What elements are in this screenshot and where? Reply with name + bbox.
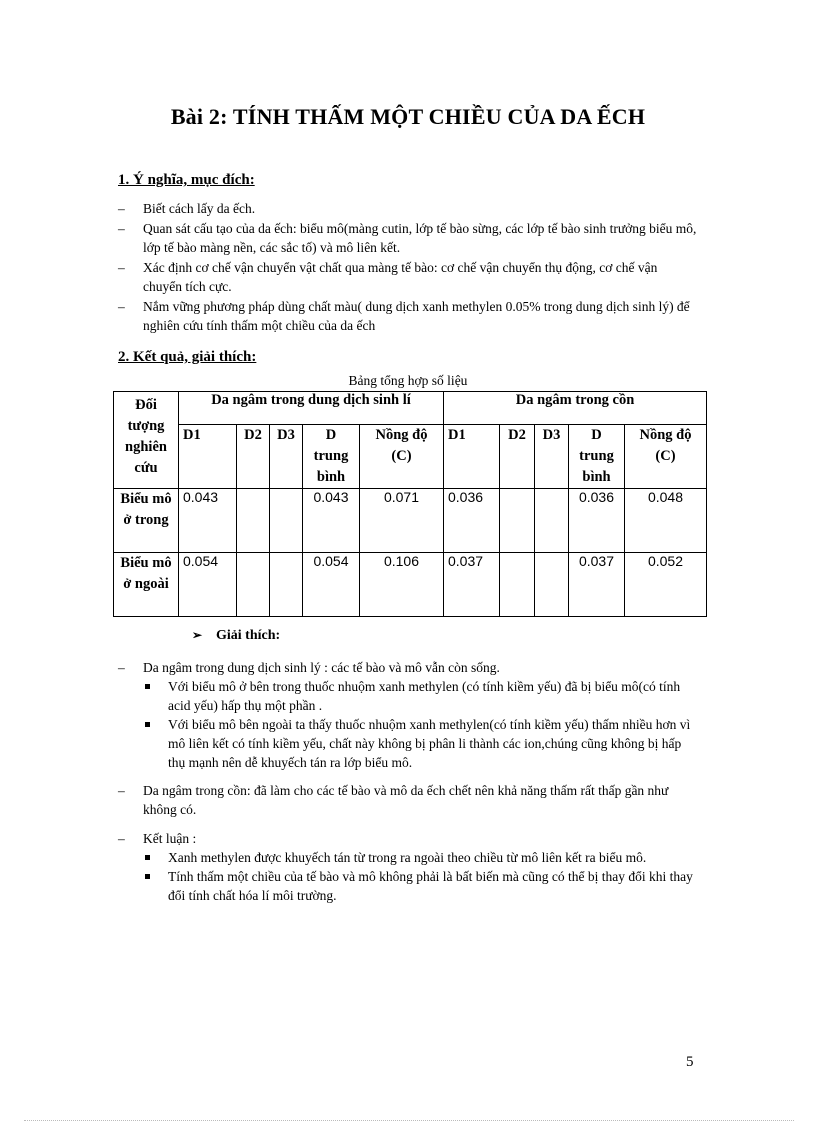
- col-header-concentration: Nồng độ (C): [625, 425, 707, 489]
- list-item: – Da ngâm trong dung dịch sinh lý : các tế bào và mô vẫn còn sống. Với biểu mô ở bên trong thuốc nhuộm xanh methylen (có tính kiềm yếu) đã bị biểu mô(có tính acid yếu) hấp thụ một phần . Với biểu mô bên ngoài ta thấy thuốc nhuộm xanh methylen(có tính kiềm yếu) thấm nhiều hơn vì mô liên kết có tính kiềm yếu, chất này không bị phân li thành các ion,chúng cũng không bị hấp thụ mạnh nên dễ khuyếch tán ra lớp biểu mô.: [118, 658, 698, 772]
- col-header-d-avg: D trung bình: [303, 425, 360, 489]
- sub-list: [143, 677, 698, 772]
- group-header-saline: Da ngâm trong dung dịch sinh lí: [179, 392, 444, 425]
- list-item: – Quan sát cấu tạo của da ếch: biểu mô(màng cutin, lớp tế bào sừng, các lớp tế bào sinh trưởng biểu mô, lớp tế bào màng nền, các sắc tố) và mô liên kết.: [118, 221, 697, 255]
- table-cell: [270, 553, 303, 617]
- list-item: – Xác định cơ chế vận chuyển vật chất qua màng tế bào: cơ chế vận chuyển thụ động, cơ chế vận chuyển tích cực.: [118, 260, 658, 294]
- col-header-d2: D2: [237, 425, 270, 489]
- table-cell: 0.106: [360, 553, 444, 617]
- square-bullet-icon: [145, 684, 150, 689]
- table-caption: Bảng tổng hợp số liệu: [348, 373, 468, 388]
- col-header-d3: D3: [535, 425, 569, 489]
- dash-icon: –: [118, 260, 125, 275]
- table-cell: 0.054: [303, 553, 360, 617]
- sub-list-item: Xanh methylen được khuyếch tán từ trong ra ngoài theo chiều từ mô liên kết ra biểu mô.: [143, 848, 698, 867]
- col-header-d-avg: D trung bình: [569, 425, 625, 489]
- explanation-list: [118, 658, 698, 906]
- col-header-d1: D1: [444, 425, 500, 489]
- table-cell: 0.037: [569, 553, 625, 617]
- col-header-d1: D1: [179, 425, 237, 489]
- dash-icon: –: [118, 831, 125, 846]
- col-header-d3: D3: [270, 425, 303, 489]
- page-number: 5: [686, 1054, 694, 1070]
- table-cell: [500, 489, 535, 553]
- dash-icon: –: [118, 660, 125, 675]
- table-cell: [237, 489, 270, 553]
- table-cell: 0.054: [179, 553, 237, 617]
- square-bullet-icon: [145, 874, 150, 879]
- explanation-label: ➢ Giải thích:: [192, 628, 281, 643]
- group-header-alcohol: Da ngâm trong cồn: [444, 392, 707, 425]
- list-item: – Nắm vững phương pháp dùng chất màu( dung dịch xanh methylen 0.05% trong dung dịch sinh lý) để nghiên cứu tính thấm một chiều của da ếch: [118, 299, 690, 333]
- table-cell: [535, 553, 569, 617]
- dash-icon: –: [118, 201, 125, 216]
- list-item: – Biết cách lấy da ếch.: [118, 201, 256, 216]
- col-header-concentration: Nồng độ (C): [360, 425, 444, 489]
- sub-list-item: Với biểu mô ở bên trong thuốc nhuộm xanh methylen (có tính kiềm yếu) đã bị biểu mô(có tính acid yếu) hấp thụ một phần .: [143, 677, 698, 715]
- col-header-d2: D2: [500, 425, 535, 489]
- dash-icon: –: [118, 221, 125, 236]
- table-cell: 0.036: [569, 489, 625, 553]
- section-1-heading: 1. Ý nghĩa, mục đích:: [118, 172, 255, 188]
- table-cell: 0.036: [444, 489, 500, 553]
- sub-list: [143, 848, 698, 905]
- results-table: [113, 391, 707, 617]
- table-cell: 0.043: [179, 489, 237, 553]
- table-cell: 0.037: [444, 553, 500, 617]
- table-cell: 0.043: [303, 489, 360, 553]
- table-cell: 0.052: [625, 553, 707, 617]
- square-bullet-icon: [145, 855, 150, 860]
- sub-list-item: Với biểu mô bên ngoài ta thấy thuốc nhuộm xanh methylen(có tính kiềm yếu) thấm nhiều hơn vì mô liên kết có tính kiềm yếu, chất này không bị phân li thành các ion,chúng cũng không bị hấp thụ mạnh nên dễ khuyếch tán ra lớp biểu mô.: [143, 715, 698, 772]
- corner-header: Đối tượng nghiên cứu: [114, 392, 179, 489]
- row-label: Biểu mô ở trong: [114, 489, 179, 553]
- list-item: – Kết luận : Xanh methylen được khuyếch tán từ trong ra ngoài theo chiều từ mô liên kết ra biểu mô. Tính thấm một chiều của tế bào và mô không phải là bất biến mà cũng có thể bị thay đổi khi thay đổi tính chất hóa lí môi trường.: [118, 829, 698, 905]
- row-label: Biểu mô ở ngoài: [114, 553, 179, 617]
- list-item: – Da ngâm trong cồn: đã làm cho các tế bào và mô da ếch chết nên khả năng thấm rất thấp gần như không có.: [118, 783, 669, 817]
- table-cell: 0.071: [360, 489, 444, 553]
- square-bullet-icon: [145, 722, 150, 727]
- table-cell: [237, 553, 270, 617]
- table-row: [114, 553, 707, 617]
- table-cell: [535, 489, 569, 553]
- purpose-list: [118, 199, 698, 336]
- page-title: Bài 2: TÍNH THẤM MỘT CHIỀU CỦA DA ẾCH: [170, 104, 646, 129]
- page-bottom-divider: [24, 1120, 794, 1121]
- arrow-bullet-icon: ➢: [192, 628, 203, 642]
- dash-icon: –: [118, 299, 125, 314]
- dash-icon: –: [118, 783, 125, 798]
- table-cell: [500, 553, 535, 617]
- table-cell: [270, 489, 303, 553]
- table-row: [114, 489, 707, 553]
- table-cell: 0.048: [625, 489, 707, 553]
- sub-list-item: Tính thấm một chiều của tế bào và mô không phải là bất biến mà cũng có thể bị thay đổi khi thay đổi tính chất hóa lí môi trường.: [143, 867, 698, 905]
- section-2-heading: 2. Kết quả, giải thích:: [118, 349, 257, 365]
